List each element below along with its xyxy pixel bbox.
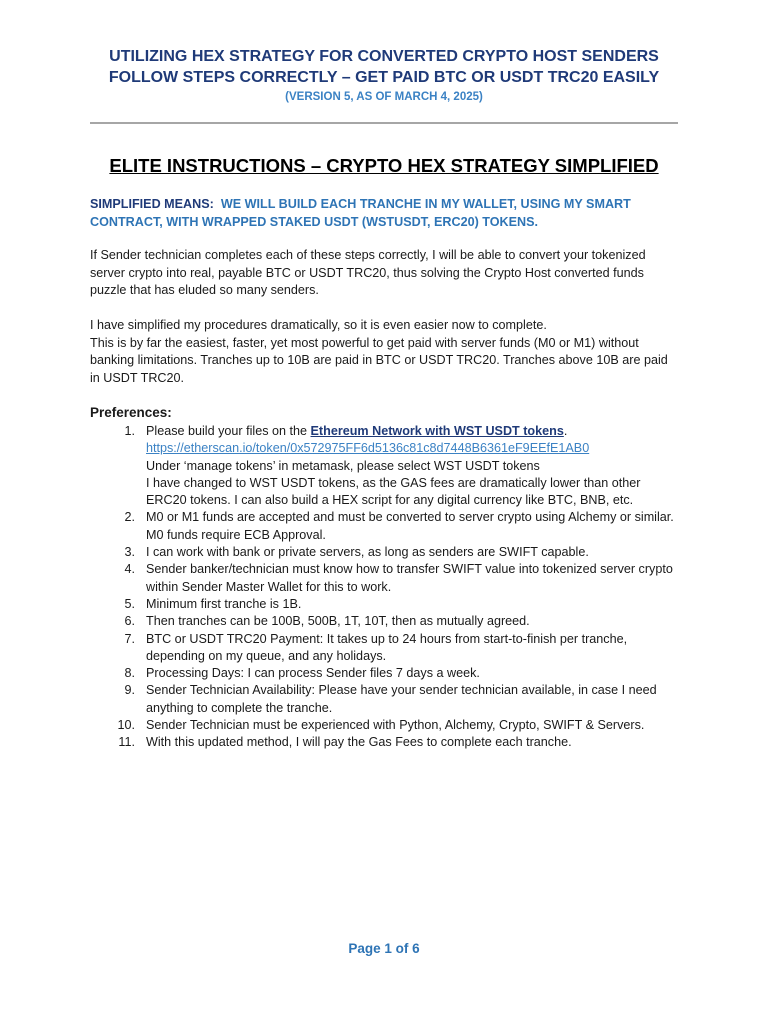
simplified-statement <box>90 196 650 231</box>
list-item <box>90 509 680 544</box>
list-item-number: 11. <box>118 735 135 750</box>
list-item <box>90 613 680 630</box>
list-item-text: Sender Technician must be experienced with Python, Alchemy, Crypto, SWIFT & Servers. <box>146 718 645 733</box>
list-item-text: BTC or USDT TRC20 Payment: It takes up to 24 hours from start-to-finish per tranche, depending on my queue, and any holidays. <box>146 631 628 663</box>
list-item <box>90 423 680 509</box>
header-divider <box>90 122 678 124</box>
item1-manage-tokens: Under ‘manage tokens’ in metamask, please select WST USDT tokens <box>146 458 540 473</box>
list-item <box>90 682 680 717</box>
list-item-text: With this updated method, I will pay the Gas Fees to complete each tranche. <box>146 735 572 750</box>
version-label: (VERSION 5, AS OF MARCH 4, 2025) <box>285 91 483 103</box>
etherscan-url-link[interactable]: https://etherscan.io/token/0x572975FF6d5136c81c8d7448B6361eF9EEfE1AB0 <box>146 441 590 456</box>
item1-suffix: . <box>563 424 568 438</box>
list-item-number: 1. <box>124 424 135 438</box>
list-item-text: Then tranches can be 100B, 500B, 1T, 10T, then as mutually agreed. <box>146 614 530 629</box>
list-item-number: 4. <box>124 562 135 577</box>
simplified-procedures-paragraph <box>90 317 680 387</box>
paragraph2-line1: I have simplified my procedures dramatically, so it is even easier now to complete. <box>90 318 547 332</box>
header-line-1: UTILIZING HEX STRATEGY FOR CONVERTED CRYPTO HOST SENDERS <box>109 48 659 65</box>
list-item <box>90 734 680 751</box>
list-item-text: Minimum first tranche is 1B. <box>146 596 302 611</box>
list-item-number: 7. <box>124 631 135 646</box>
list-item-number: 5. <box>124 596 135 611</box>
list-item <box>90 665 680 682</box>
list-item-number: 9. <box>124 683 135 698</box>
header-line-2: FOLLOW STEPS CORRECTLY – GET PAID BTC OR USDT TRC20 EASILY <box>108 69 660 86</box>
simplified-label: SIMPLIFIED MEANS: <box>90 197 214 211</box>
document-header <box>90 46 678 105</box>
list-item <box>90 596 680 613</box>
list-item-number: 3. <box>124 545 135 560</box>
list-item <box>90 561 680 596</box>
simplified-text: WE WILL BUILD EACH TRANCHE IN MY WALLET, USING MY SMART CONTRACT, WITH WRAPPED STAKED USDT (WSTUSDT, ERC20) TOKENS. <box>90 197 631 229</box>
paragraph2-line2: This is by far the easiest, faster, yet most powerful to get paid with server funds (M0 or M1) without banking limitations. Tranches up to 10B are paid in BTC or USDT TRC20. Tranches above 10B are paid in USDT TRC20. <box>90 335 668 385</box>
preferences-heading: Preferences: <box>90 405 172 420</box>
item1-prefix: Please build your files on the <box>146 424 311 438</box>
page-number: Page 1 of 6 <box>348 941 420 956</box>
list-item <box>90 631 680 666</box>
list-item-text: Processing Days: I can process Sender files 7 days a week. <box>146 666 480 681</box>
page-title: ELITE INSTRUCTIONS – CRYPTO HEX STRATEGY SIMPLIFIED <box>109 155 659 176</box>
list-item-number: 6. <box>124 614 135 629</box>
list-item-text: M0 or M1 funds are accepted and must be converted to server crypto using Alchemy or similar. M0 funds require ECB Approval. <box>146 510 674 542</box>
list-item-text: I can work with bank or private servers, as long as senders are SWIFT capable. <box>146 545 589 560</box>
preferences-list <box>90 423 680 752</box>
list-item <box>90 717 680 734</box>
list-item-number: 8. <box>124 666 135 681</box>
item1-gas-note: I have changed to WST USDT tokens, as the GAS fees are dramatically lower than other ERC20 tokens. I can also build a HEX script for any digital currency like BTC, BNB, etc. <box>146 475 641 508</box>
list-item-text: Sender Technician Availability: Please have your sender technician available, in case I need anything to complete the tranche. <box>146 683 657 715</box>
intro-text: If Sender technician completes each of these steps correctly, I will be able to convert your tokenized server crypto into real, payable BTC or USDT TRC20, thus solving the Crypto Host converted funds puzzle that has eluded so many senders. <box>90 248 646 297</box>
list-item-text: Sender banker/technician must know how to transfer SWIFT value into tokenized server crypto within Sender Master Wallet for this to work. <box>146 562 673 594</box>
list-item-number: 2. <box>124 510 135 525</box>
ethereum-network-link[interactable]: Ethereum Network with WST USDT tokens <box>310 424 564 438</box>
intro-paragraph <box>90 247 680 300</box>
list-item <box>90 544 680 561</box>
list-item-number: 10. <box>117 718 135 733</box>
